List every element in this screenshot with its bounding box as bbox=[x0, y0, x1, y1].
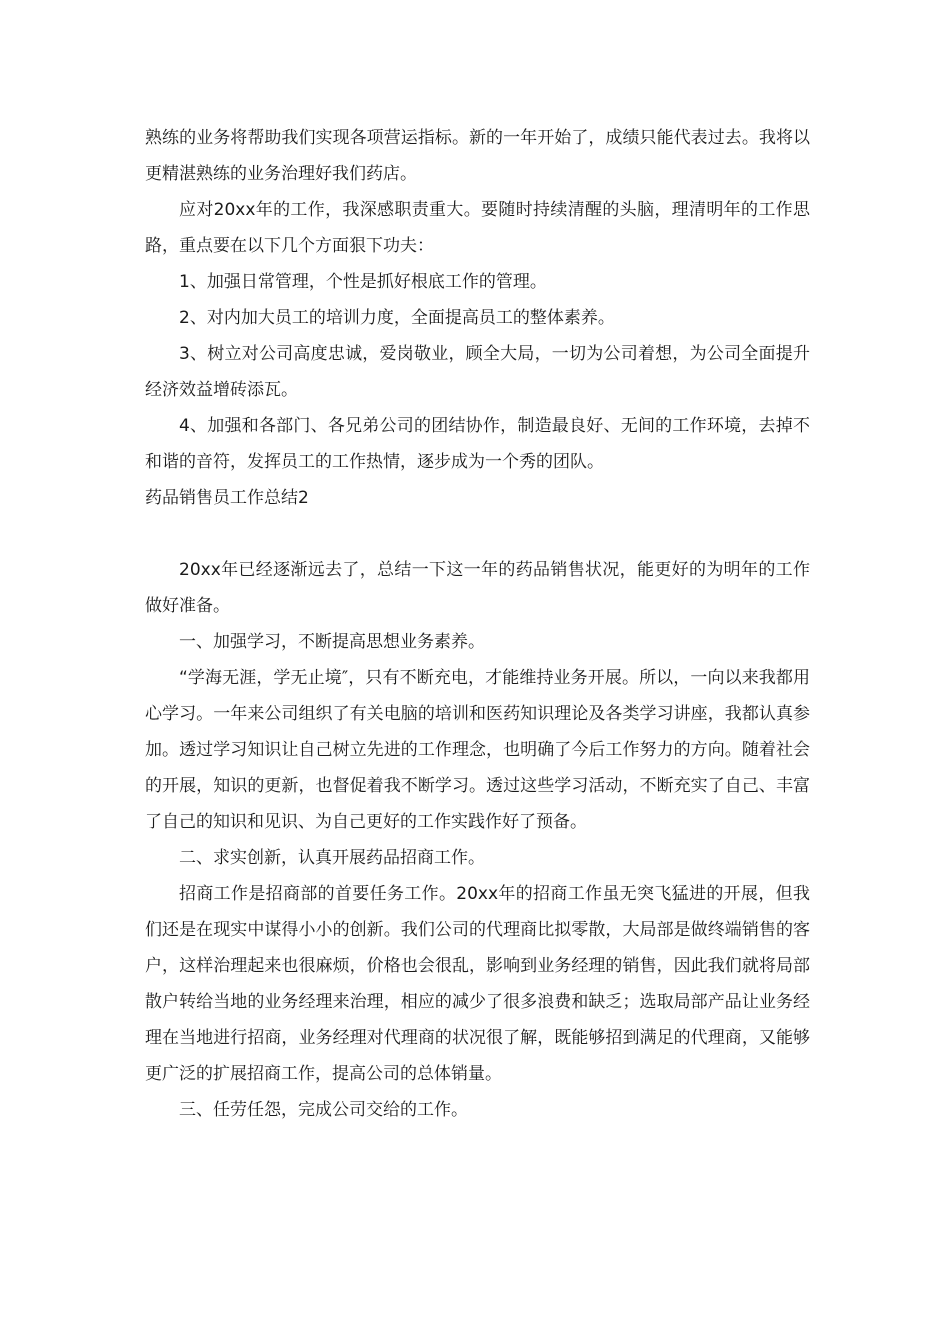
subheading-1: 一、加强学习，不断提高思想业务素养。 bbox=[179, 632, 485, 652]
document-body bbox=[145, 120, 810, 1128]
paragraph-investment: 招商工作是招商部的首要任务工作。20xx年的招商工作虽无突飞猛进的开展，但我们还是在现实中谋得小小的创新。我们公司的代理商比拟零散，大局部是做终端销售的客户，这样治理起来也很麻烦，价格也会很乱，影响到业务经理的销售，因此我们就将局部散户转给当地的业务经理来治理，相应的减少了很多浪费和缺乏；选取局部产品让业务经理在当地进行招商，业务经理对代理商的状况很了解，既能够招到满足的代理商，又能够更广泛的扩展招商工作，提高公司的总体销量。 bbox=[145, 884, 810, 1084]
section-title: 药品销售员工作总结2 bbox=[145, 488, 309, 508]
list-item-4: 4、加强和各部门、各兄弟公司的团结协作，制造最良好、无间的工作环境，去掉不和谐的音符，发挥员工的工作热情，逐步成为一个秀的团队。 bbox=[145, 416, 810, 472]
paragraph-continuation: 熟练的业务将帮助我们实现各项营运指标。新的一年开始了，成绩只能代表过去。我将以更精湛熟练的业务治理好我们药店。 bbox=[145, 128, 810, 184]
subheading-3: 三、任劳任怨，完成公司交给的工作。 bbox=[179, 1100, 468, 1120]
list-item-2: 2、对内加大员工的培训力度，全面提高员工的整体素养。 bbox=[179, 308, 615, 328]
paragraph-study: “学海无涯，学无止境″，只有不断充电，才能维持业务开展。所以，一向以来我都用心学习。一年来公司组织了有关电脑的培训和医药知识理论及各类学习讲座，我都认真参加。透过学习知识让自己树立先进的工作理念，也明确了今后工作努力的方向。随着社会的开展，知识的更新，也督促着我不断学习。透过这些学习活动，不断充实了自己、丰富了自己的知识和见识、为自己更好的工作实践作好了预备。 bbox=[145, 668, 810, 832]
section-spacer bbox=[145, 516, 810, 552]
list-item-3: 3、树立对公司高度忠诚，爱岗敬业，顾全大局，一切为公司着想，为公司全面提升经济效益增砖添瓦。 bbox=[145, 344, 810, 400]
subheading-2: 二、求实创新，认真开展药品招商工作。 bbox=[179, 848, 485, 868]
paragraph-intro: 20xx年已经逐渐远去了，总结一下这一年的药品销售状况，能更好的为明年的工作做好准备。 bbox=[145, 560, 810, 616]
paragraph-work-plan: 应对20xx年的工作，我深感职责重大。要随时持续清醒的头脑，理清明年的工作思路，重点要在以下几个方面狠下功夫： bbox=[145, 200, 810, 256]
list-item-1: 1、加强日常管理，个性是抓好根底工作的管理。 bbox=[179, 272, 547, 292]
